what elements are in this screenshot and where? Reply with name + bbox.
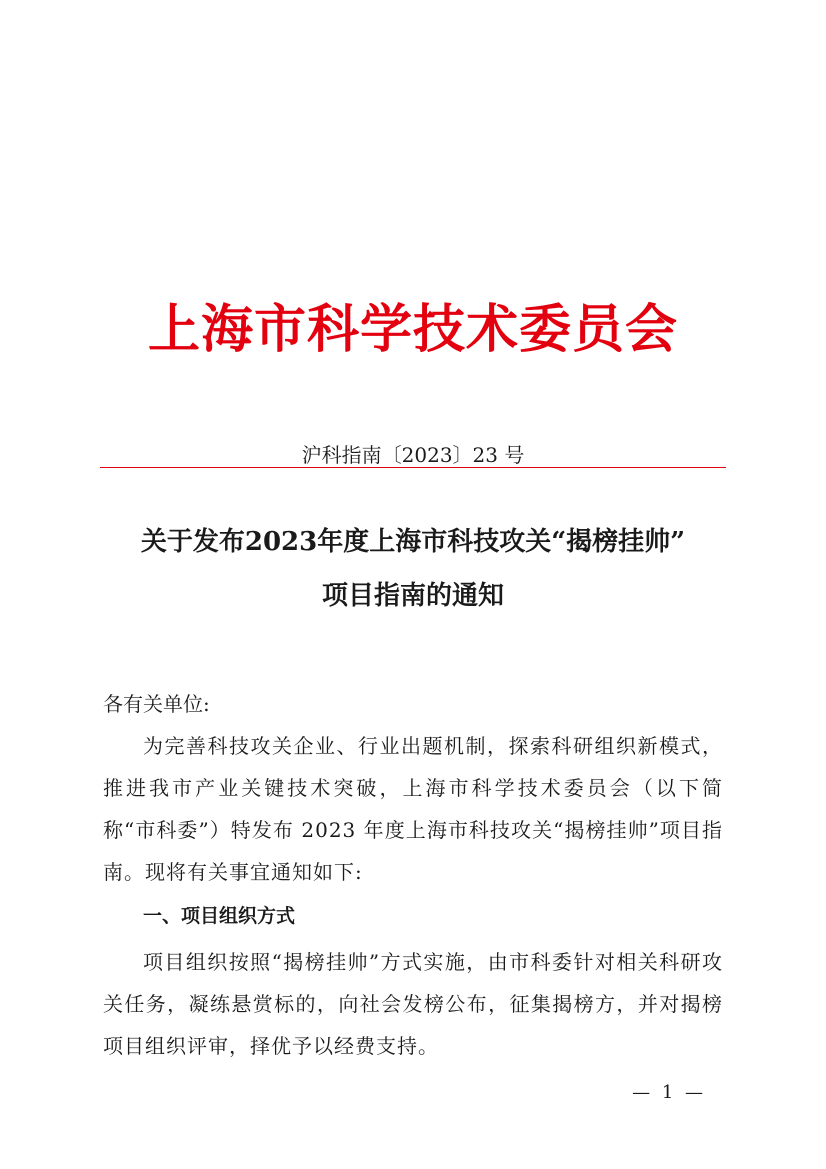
document-title [90, 515, 736, 623]
page-number: — 1 — [632, 1082, 706, 1103]
intro-paragraph: 为完善科技攻关企业、行业出题机制，探索科研组织新模式，推进我市产业关键技术突破，上海市科学技术委员会（以下简称“市科委”）特发布 2023 年度上海市科技攻关“揭榜挂帅”项目指南。现将有关事宜通知如下: [103, 734, 723, 884]
salutation: 各有关单位: [103, 692, 210, 716]
document-title-line-1: 关于发布2023年度上海市科技攻关“揭榜挂帅” [140, 527, 686, 557]
document-title-line-2: 项目指南的通知 [321, 581, 504, 611]
document-number: 沪科指南〔2023〕23 号 [301, 443, 525, 467]
section-1-paragraph: 项目组织按照“揭榜挂帅”方式实施，由市科委针对相关科研攻关任务，凝练悬赏标的，向社会发榜公布，征集揭榜方，并对揭榜项目组织评审，择优予以经费支持。 [103, 950, 723, 1058]
red-divider-line [100, 467, 726, 468]
document-body [103, 683, 723, 1067]
issuing-agency-title: 上海市科学技术委员会 [147, 299, 678, 360]
section-1-heading: 一、项目组织方式 [143, 905, 296, 927]
